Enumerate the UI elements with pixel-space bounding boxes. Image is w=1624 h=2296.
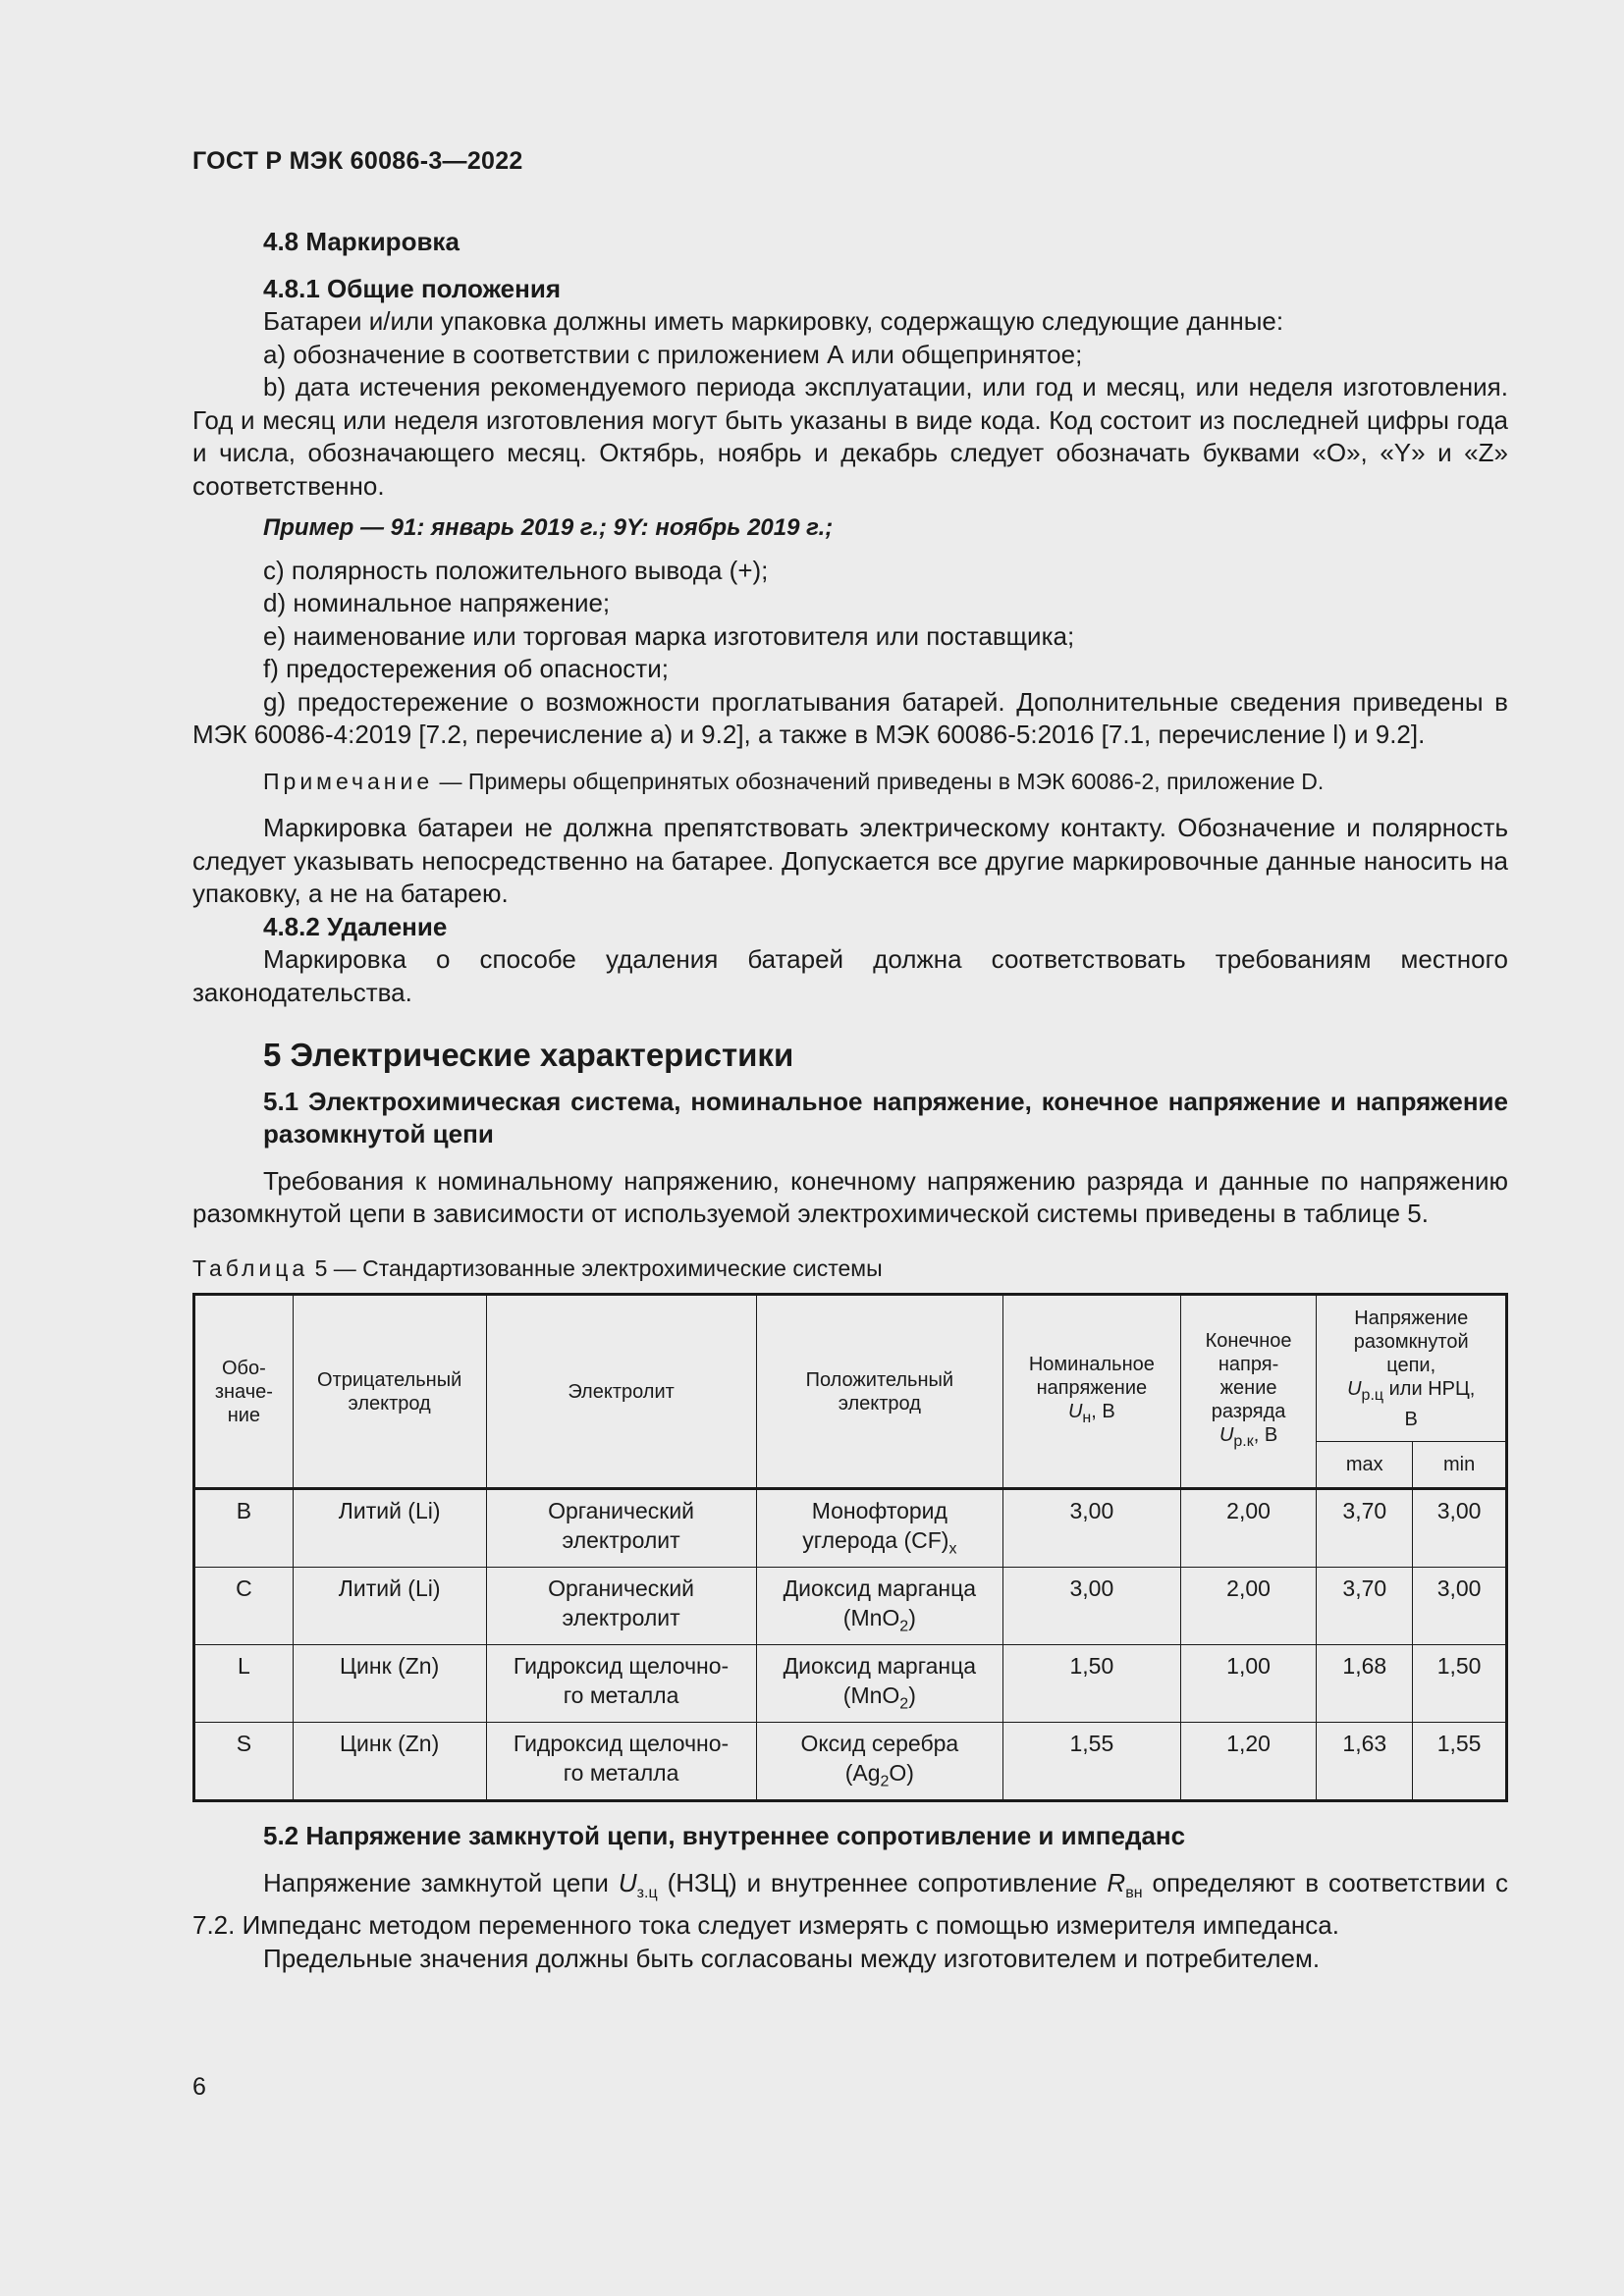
paragraph-5-2: Напряжение замкнутой цепи $U_{з.ц}$ (НЗЦ) и внутреннее сопротивление $R_{вн}$ определяют в соответствии с 7.2. Импеданс методом переменного тока следует измерять с помощью измерителя импеданса. <box>192 1867 1508 1941</box>
cell-min: 3,00 <box>1413 1489 1507 1568</box>
cell-negative: Литий (Li) <box>293 1568 486 1645</box>
list-item-c: c) полярность положительного вывода (+); <box>263 555 769 585</box>
paragraph-limits: Предельные значения должны быть согласованы между изготовителем и потребителем. <box>263 1943 1321 1973</box>
cell-end: 2,00 <box>1180 1489 1317 1568</box>
cell-nominal: 1,55 <box>1003 1723 1181 1801</box>
table-caption <box>192 1253 1508 1286</box>
header-designation: Обо- значе- ние <box>194 1295 294 1489</box>
section-5-title: 5 Электрические характеристики <box>263 1037 794 1073</box>
note-text: — Примеры общепринятых обозначений приведены в МЭК 60086-2, приложение D. <box>433 768 1325 794</box>
paragraph-5-1: Требования к номинальному напряжению, конечному напряжению разряда и данные по напряжению разомкнутой цепи в зависимости от используемой электрохимической системы приведены в таблице 5. <box>192 1165 1508 1228</box>
note <box>192 766 1508 799</box>
cell-negative: Цинк (Zn) <box>293 1645 486 1723</box>
cell-electrolyte: Гидроксид щелочно- го металла <box>486 1723 756 1801</box>
section-4-8-1-title: 4.8.1 Общие положения <box>263 273 561 303</box>
table-row <box>194 1489 1507 1568</box>
header-open-circuit-voltage: Напряжение разомкнутой цепи, $U_{р.ц}$ или НРЦ, В <box>1317 1295 1507 1442</box>
paragraph-intro: Батареи и/или упаковка должны иметь маркировку, содержащую следующие данные: <box>263 306 1284 336</box>
cell-max: 1,63 <box>1317 1723 1413 1801</box>
paragraph-disposal: Маркировка о способе удаления батарей должна соответствовать требованиям местного законодательства. <box>192 944 1508 1007</box>
cell-min: 1,55 <box>1413 1723 1507 1801</box>
cell-electrolyte: Органический электролит <box>486 1489 756 1568</box>
header-negative-electrode: Отрицательный электрод <box>293 1295 486 1489</box>
cell-nominal: 3,00 <box>1003 1489 1181 1568</box>
section-4-8-title: 4.8 Маркировка <box>263 227 460 256</box>
cell-max: 1,68 <box>1317 1645 1413 1723</box>
electrochemical-systems-table <box>192 1293 1508 1802</box>
cell-max: 3,70 <box>1317 1489 1413 1568</box>
header-electrolyte: Электролит <box>486 1295 756 1489</box>
cell-electrolyte: Органический электролит <box>486 1568 756 1645</box>
table-caption-text: 5 — Стандартизованные электрохимические системы <box>308 1255 883 1281</box>
note-label: Примечание <box>263 768 434 794</box>
cell-min: 3,00 <box>1413 1568 1507 1645</box>
cell-end: 2,00 <box>1180 1568 1317 1645</box>
example-line: Пример — 91: январь 2019 г.; 9Y: ноябрь 2019 г.; <box>263 514 834 541</box>
paragraph-marking: Маркировка батареи не должна препятствовать электрическому контакту. Обозначение и полярность следует указывать непосредственно на батарее. Допускается все другие маркировочные данные наносить на упаковку, а не на батарею. <box>192 813 1508 908</box>
cell-positive: Монофторид углерода $(CF)_x$ <box>756 1489 1002 1568</box>
running-header: ГОСТ Р МЭК 60086-3—2022 <box>192 147 523 175</box>
list-item-b: b) дата истечения рекомендуемого периода эксплуатации, или год и месяц, или неделя изготовления. Год и месяц или неделя изготовления могут быть указаны в виде кода. Код состоит из последней цифры года и числа, обозначающего месяц. Октябрь, ноябрь и декабрь следует обозначать буквами «O», «Y» и «Z» соответственно. <box>192 372 1508 501</box>
cell-negative: Цинк (Zn) <box>293 1723 486 1801</box>
cell-min: 1,50 <box>1413 1645 1507 1723</box>
cell-nominal: 3,00 <box>1003 1568 1181 1645</box>
section-5-1-title: 5.1 Электрохимическая система, номинальное напряжение, конечное напряжение и напряжение разомкнутой цепи <box>263 1086 1508 1148</box>
list-item-a: a) обозначение в соответствии с приложением А или общепринятое; <box>263 339 1083 369</box>
cell-code: C <box>194 1568 294 1645</box>
cell-positive: Диоксид марганца (MnO$_2$) <box>756 1645 1002 1723</box>
section-5-2-title: 5.2 Напряжение замкнутой цепи, внутреннее сопротивление и импеданс <box>263 1821 1186 1850</box>
cell-nominal: 1,50 <box>1003 1645 1181 1723</box>
header-max: max <box>1317 1442 1413 1489</box>
list-item-f: f) предостережения об опасности; <box>263 654 669 683</box>
list-item-g: g) предостережение о возможности проглатывания батарей. Дополнительные сведения приведены в МЭК 60086-4:2019 [7.2, перечисление a) и 9.2], а также в МЭК 60086-5:2016 [7.1, перечисление l) и 9.2]. <box>192 686 1508 749</box>
cell-code: B <box>194 1489 294 1568</box>
cell-end: 1,00 <box>1180 1645 1317 1723</box>
header-nominal-voltage: Номинальное напряжение $U_н$, В <box>1003 1295 1181 1489</box>
cell-positive: Оксид серебра $(Ag_2O)$ <box>756 1723 1002 1801</box>
cell-end: 1,20 <box>1180 1723 1317 1801</box>
page-content <box>192 226 1508 1975</box>
list-item-d: d) номинальное напряжение; <box>263 588 611 617</box>
header-positive-electrode: Положительный электрод <box>756 1295 1002 1489</box>
cell-positive: Диоксид марганца (MnO$_2$) <box>756 1568 1002 1645</box>
cell-electrolyte: Гидроксид щелочно- го металла <box>486 1645 756 1723</box>
cell-negative: Литий (Li) <box>293 1489 486 1568</box>
section-4-8-2-title: 4.8.2 Удаление <box>263 911 448 941</box>
table-caption-label: Таблица <box>192 1255 309 1281</box>
cell-code: S <box>194 1723 294 1801</box>
page-number: 6 <box>192 2073 206 2101</box>
cell-code: L <box>194 1645 294 1723</box>
cell-max: 3,70 <box>1317 1568 1413 1645</box>
table-row <box>194 1568 1507 1645</box>
header-min: min <box>1413 1442 1507 1489</box>
header-end-voltage: Конечное напря- жение разряда $U_{р.к}$, В <box>1180 1295 1317 1489</box>
list-item-e: e) наименование или торговая марка изготовителя или поставщика; <box>263 620 1075 651</box>
table-row <box>194 1723 1507 1801</box>
table-row <box>194 1645 1507 1723</box>
